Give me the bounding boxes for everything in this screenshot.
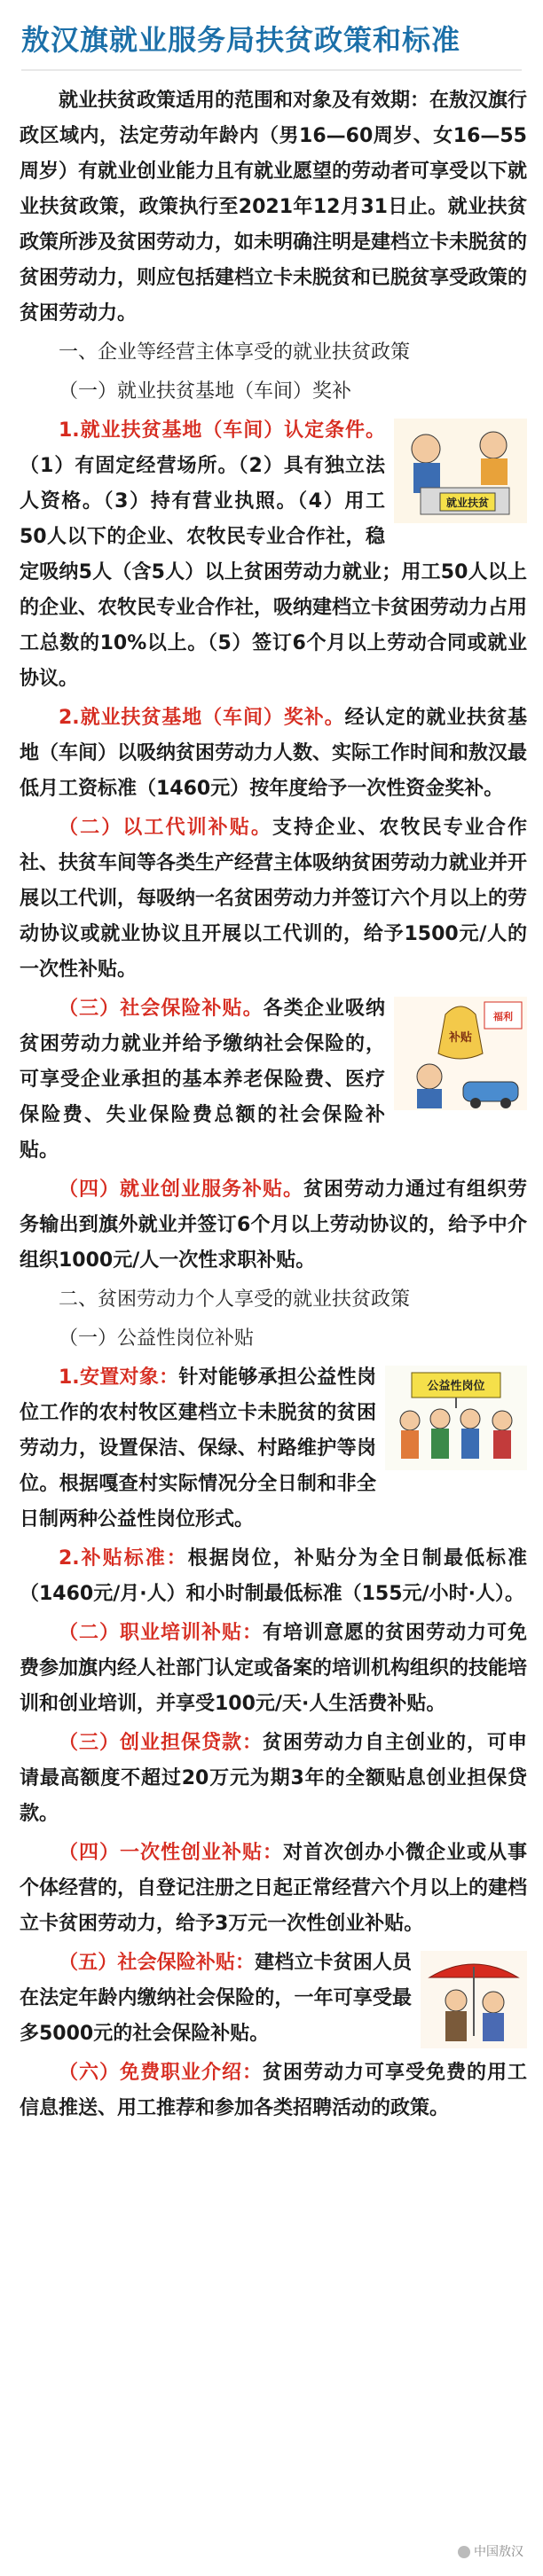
page-title: 敖汉旗就业服务局扶贫政策和标准 — [21, 23, 461, 57]
section2-heading: 二、贫困劳动力个人享受的就业扶贫政策 — [59, 1288, 411, 1311]
s1-sub2-text: 支持企业、农牧民专业合作社、扶贫车间等各类生产经营主体吸纳贫困劳动力就业并开展以工代训，每吸纳一名贫困劳动力并签订六个月以上的劳动协议或就业协议且开展以工代训的，给予1500元/人的一次性补贴。 — [20, 817, 528, 981]
public-post-illustration — [385, 1366, 527, 1470]
board-text: 福利 — [493, 1011, 513, 1022]
article-body — [0, 83, 543, 2126]
s1-sub4-label: （四）就业创业服务补贴。 — [59, 1178, 303, 1201]
sign-text: 就业扶贫 — [445, 497, 490, 509]
s1-item2-text: 经认定的就业扶贫基地（车间）以吸纳贫困劳动力人数、实际工作时间和敖汉最低月工资标准（1460元）按年度给予一次性资金奖补。 — [20, 707, 528, 800]
s1-sub4-text: 贫困劳动力通过有组织劳务输出到旗外就业并签订6个月以上劳动协议的，给予中介组织1000元/人一次性求职补贴。 — [20, 1178, 527, 1272]
s1-sub4 — [20, 1172, 527, 1279]
s2-item2 — [20, 1541, 527, 1612]
s2-sub3-text: 贫困劳动力自主创业的，可申请最高额度不超过20万元为期3年的全额贴息创业担保贷款。 — [20, 1732, 527, 1825]
s2-item2-text: 根据岗位，补贴分为全日制最低标准（1460元/月·人）和小时制最低标准（155元/小时·人）。 — [20, 1547, 527, 1605]
section1-heading: 一、企业等经营主体享受的就业扶贫政策 — [59, 341, 411, 364]
s2-sub2-text: 有培训意愿的贫困劳动力可免费参加旗内经人社部门认定或备案的培训机构组织的技能培训和创业培训，并享受100元/天·人生活费补贴。 — [20, 1622, 528, 1715]
s1-item2 — [20, 701, 527, 807]
elderly-illustration — [421, 1951, 527, 2048]
source-name: 中国敖汉 — [474, 2544, 523, 2558]
s1-item2-label: 2.就业扶贫基地（车间）奖补。 — [59, 707, 345, 729]
bag-text: 补贴 — [448, 1031, 473, 1045]
source-watermark — [458, 2542, 523, 2560]
section1-sub1: （一）就业扶贫基地（车间）奖补 — [59, 380, 352, 403]
s2-item1-text: 针对能够承担公益性岗位工作的农村牧区建档立卡未脱贫的贫困劳动力，设置保洁、保绿、村路维护等岗位。根据嘎查村实际情况分全日制和非全日制两种公益性岗位形式。 — [20, 1366, 376, 1531]
s1-item1-text: （1）有固定经营场所。（2）具有独立法人资格。（3）持有营业执照。（4）用工50人以下的企业、农牧民专业合作社，稳定吸纳5人（含5人）以上贫困劳动力就业；用工50人以上的企业、农牧民专业合作社，吸纳建档立卡贫困劳动力占用工总数的10%以上。（5）签订6个月以上劳动合同或就业协议。 — [20, 455, 528, 690]
s2-sub4-text: 对首次创办小微企业或从事个体经营的，自登记注册之日起正常经营六个月以上的建档立卡贫困劳动力，给予3万元一次性创业补贴。 — [20, 1842, 528, 1935]
section2-sub1: （一）公益性岗位补贴 — [59, 1327, 255, 1350]
s2-sub2-label: （二）职业培训补贴： — [59, 1622, 263, 1644]
s1-sub3 — [20, 991, 527, 1169]
s2-sub6-label: （六）免费职业介绍： — [59, 2062, 263, 2084]
s2-sub5 — [20, 1946, 527, 2052]
s2-item1 — [20, 1360, 527, 1538]
s2-item2-label: 2.补贴标准： — [59, 1547, 188, 1570]
s2-sub4 — [20, 1836, 527, 1942]
s2-sub3 — [20, 1726, 527, 1832]
subsidy-illustration — [394, 997, 527, 1110]
s1-item1-label: 1.就业扶贫基地（车间）认定条件。 — [59, 419, 385, 442]
s2-sub4-label: （四）一次性创业补贴： — [59, 1842, 283, 1864]
job-desk-illustration — [394, 419, 527, 523]
intro-paragraph: 就业扶贫政策适用的范围和对象及有效期：在敖汉旗行政区域内，法定劳动年龄内（男16—60周岁、女16—55周岁）有就业创业能力且有就业愿望的劳动者可享受以下就业扶贫政策，政策执行至2021年12月31日止。就业扶贫政策所涉及贫困劳动力，如未明确注明是建档立卡未脱贫的贫困劳动力，则应包括建档立卡未脱贫和已脱贫享受政策的贫困劳动力。 — [20, 90, 528, 325]
s2-sub6-text: 贫困劳动力可享受免费的用工信息推送、用工推荐和参加各类招聘活动的政策。 — [20, 2062, 527, 2119]
divider — [21, 69, 522, 71]
s1-sub3-text: 各类企业吸纳贫困劳动力就业并给予缴纳社会保险的，可享受企业承担的基本养老保险费、医疗保险费、失业保险费总额的社会保险补贴。 — [20, 998, 385, 1162]
s2-sub5-text: 建档立卡贫困人员在法定年龄内缴纳社会保险的，一年可享受最多5000元的社会保险补贴。 — [20, 1952, 412, 2045]
s2-sub2 — [20, 1616, 527, 1722]
s1-sub2-label: （二）以工代训补贴。 — [59, 817, 272, 839]
s2-sub5-label: （五）社会保险补贴： — [59, 1952, 256, 1974]
s1-sub2 — [20, 810, 527, 988]
s1-item1 — [20, 413, 527, 697]
s1-sub3-label: （三）社会保险补贴。 — [59, 998, 264, 1020]
wechat-icon — [458, 2546, 470, 2558]
post-sign-text: 公益性岗位 — [427, 1380, 485, 1393]
s2-sub3-label: （三）创业担保贷款： — [59, 1732, 263, 1754]
s2-sub6 — [20, 2055, 527, 2126]
s2-item1-label: 1.安置对象： — [59, 1366, 179, 1389]
